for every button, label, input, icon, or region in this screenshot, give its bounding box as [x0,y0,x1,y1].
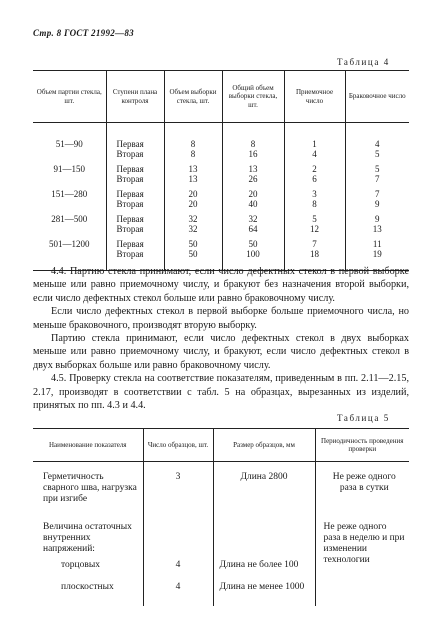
table-row [33,159,409,184]
plan-level-cell: Первая Вторая [106,209,164,234]
sample-size-cell: Длина не менее 1000 [213,580,315,606]
lot-range-cell: 151—280 [51,189,88,199]
accept-number-cell: 7 18 [284,234,345,259]
paragraph-acceptance: Партию стекла принимают, если число дефектных стекол в двух выборках меньше или равно приемочному числу, и бракуют, если число дефектных стекол в двух выборках больше или равно браковочному числу. [33,333,409,371]
total-sample-cell: 50 100 [222,234,284,259]
table-row [33,462,409,517]
indicator-name-cell: Величина остаточных внутренних напряжений: [43,522,132,554]
sample-count-cell [143,516,213,558]
table-5 [33,428,409,606]
table-row [33,209,409,234]
test-period-cell: Не реже одного раза в сутки [315,462,409,517]
table5-header: Размер образцов, мм [213,429,315,462]
table4-header: Браковочное число [345,71,409,123]
table4-header-row [33,71,409,123]
accept-number-cell: 2 6 [284,159,345,184]
body-text [33,265,409,412]
plan-level-cell: Первая Вторая [106,159,164,184]
paragraph-4-5: 4.5. Проверку стекла на соответствие показателям, приведенным в пп. 2.11—2.15, 2.17, производят в соответствии с табл. 5 на образцах, вырезанных из изделий, принятых по пп. 4.3 и 4.4. [33,373,409,412]
total-sample-cell: 32 64 [222,209,284,234]
sample-size-cell: 50 50 [164,234,222,259]
lot-range-cell: 281—500 [51,214,88,224]
table5-header-row [33,429,409,462]
table4-header: Общий объем выборки стекла, шт. [222,71,284,123]
total-sample-cell: 13 26 [222,159,284,184]
table4-header: Ступени плана контроля [106,71,164,123]
accept-number-cell: 5 12 [284,209,345,234]
plan-level-cell: Первая Вторая [106,134,164,159]
table-row [33,134,409,159]
paragraph-4-4: 4.4. Партию стекла принимают, если число дефектных стекол в первой выборке меньше или равно приемочному числу, и бракуют без назначения второй выборки, если число дефектных стекол больше или равно браковочному числу. [33,266,409,304]
indicator-name-cell: Герметичность сварного шва, нагрузка при изгибе [43,472,137,504]
table4-header: Объем выборки стекла, шт. [164,71,222,123]
sample-count-cell: 4 [143,580,213,606]
accept-number-cell: 3 8 [284,184,345,209]
reject-number-cell: 9 13 [345,209,409,234]
table4-header: Приемочное число [284,71,345,123]
lot-range-cell: 51—90 [55,139,83,149]
total-sample-cell: 8 16 [222,134,284,159]
table5-header: Периодичность проведения проверки [315,429,409,462]
reject-number-cell: 7 9 [345,184,409,209]
sample-size-cell: 32 32 [164,209,222,234]
reject-number-cell: 11 19 [345,234,409,259]
plan-level-cell: Первая Вторая [106,234,164,259]
sample-size-cell: Длина не более 100 [213,558,315,580]
indicator-name-cell: плоскостных [61,582,114,592]
test-period-cell: Не реже одного раза в неделю и при изменении технологии [315,516,409,606]
table4-header: Объем партии стекла, шт. [33,71,106,123]
sample-size-cell: 8 8 [164,134,222,159]
indicator-name-cell: торцовых [61,560,100,570]
sample-count-cell: 3 [143,462,213,517]
page-header: Стр. 8 ГОСТ 21992—83 [33,28,134,38]
table5-caption: Таблица 5 [337,413,390,423]
sample-size-cell: 20 20 [164,184,222,209]
sample-size-cell [213,516,315,558]
sample-size-cell: 13 13 [164,159,222,184]
table4-caption: Таблица 4 [337,57,390,67]
table5-header: Число образцов, шт. [143,429,213,462]
sample-size-cell: Длина 2800 [213,462,315,517]
table-4 [33,70,409,271]
sample-count-cell: 4 [143,558,213,580]
reject-number-cell: 5 7 [345,159,409,184]
lot-range-cell: 91—150 [53,164,85,174]
plan-level-cell: Первая Вторая [106,184,164,209]
table5-header: Наименование показателя [33,429,143,462]
paragraph-second-sample: Если число дефектных стекол в первой выборке больше приемочного числа, но меньше браковочного, производят вторую выборку. [33,306,409,331]
total-sample-cell: 20 40 [222,184,284,209]
table-row [33,184,409,209]
table-row [33,516,409,558]
reject-number-cell: 4 5 [345,134,409,159]
table-row [33,234,409,259]
lot-range-cell: 501—1200 [49,239,90,249]
accept-number-cell: 1 4 [284,134,345,159]
